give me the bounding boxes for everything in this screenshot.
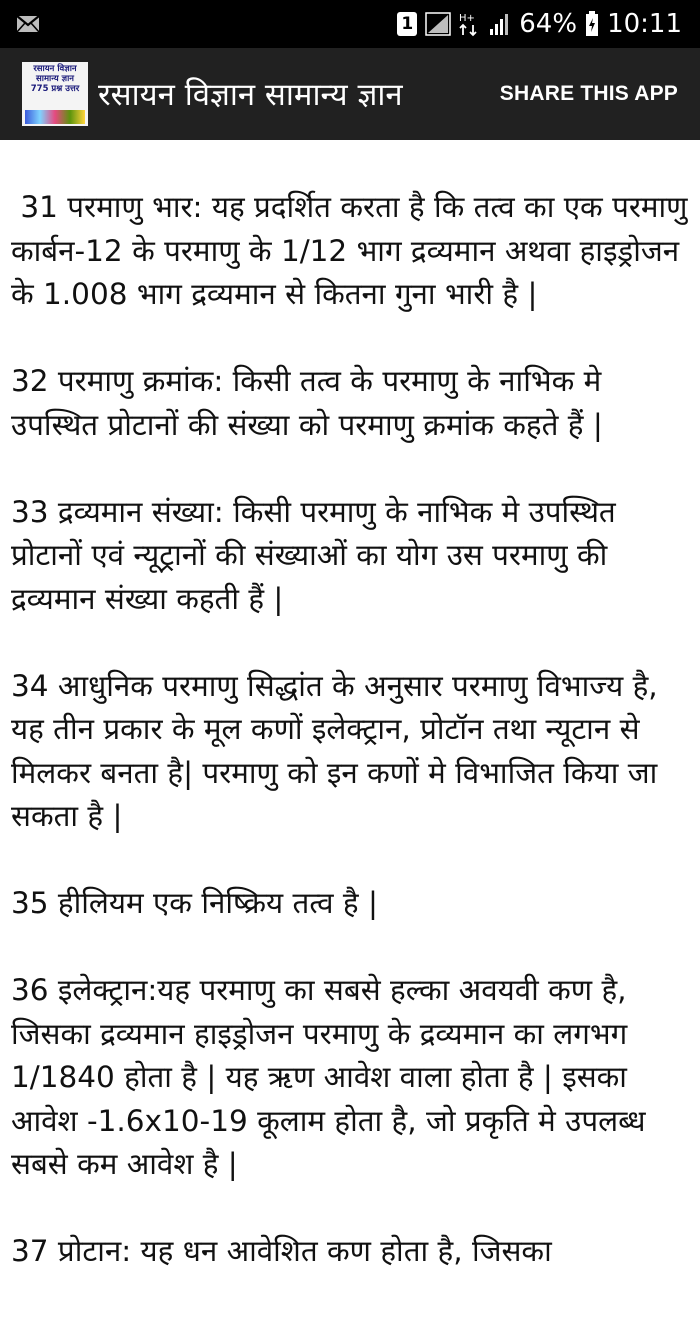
battery-charging-icon (585, 11, 599, 37)
sim-badge: 1 (397, 12, 417, 36)
app-bar (0, 48, 700, 140)
clock-time: 10:11 (607, 9, 682, 39)
paragraph-31: 31 परमाणु भार: यह प्रदर्शित करता है कि तत्व का एक परमाणु कार्बन-12 के परमाणु के 1/12 भाग द्रव्यमान अथवा हाइड्रोजन के 1.008 भाग द्रव्यमान से कितना गुना भारी है | (11, 190, 697, 311)
paragraph-34: 34 आधुनिक परमाणु सिद्धांत के अनुसार परमाणु विभाज्य है, यह तीन प्रकार के मूल कणों इलेक्ट्रान, प्रोटॉन तथा न्यूटान से मिलकर बनता है| परमाणु को इन कणों मे विभाजित किया जा सकता है | (11, 668, 668, 833)
mail-icon (16, 15, 40, 33)
logo-image-strip (25, 110, 85, 124)
battery-percent: 64% (519, 9, 578, 39)
cell-signal-icon (489, 12, 511, 36)
logo-line-2: सामान्य ज्ञान (36, 74, 74, 84)
paragraph-35: 35 हीलियम एक निष्क्रिय तत्व है | (11, 886, 378, 920)
network-type-text: H+ (459, 13, 476, 24)
paragraph-33: 33 द्रव्यमान संख्या: किसी परमाणु के नाभिक मे उपस्थित प्रोटानों एवं न्यूट्रानों की संख्याओं का योग उस परमाणु की द्रव्यमान संख्या कहती हैं | (11, 494, 626, 616)
logo-line-3: 775 प्रश्न उत्तर (30, 84, 80, 94)
app-logo (22, 62, 88, 126)
paragraph-37: 37 प्रोटान: यह धन आवेशित कण होता है, जिसका (11, 1234, 552, 1268)
app-title: रसायन विज्ञान सामान्य ज्ञान (98, 77, 403, 113)
status-bar (0, 0, 700, 48)
paragraph-32: 32 परमाणु क्रमांक: किसी तत्व के परमाणु के नाभिक मे उपस्थित प्रोटानों की संख्या को परमाणु क्रमांक कहते हैं | (11, 364, 611, 442)
data-arrows-icon (459, 11, 481, 37)
wifi-signal-icon (425, 12, 451, 36)
logo-line-1: रसायन विज्ञान (33, 64, 77, 74)
share-app-button[interactable]: SHARE THIS APP (499, 82, 678, 105)
paragraph-36: 36 इलेक्ट्रान:यह परमाणु का सबसे हल्का अवयवी कण है, जिसका द्रव्यमान हाइड्रोजन परमाणु के द्रव्यमान का लगभग 1/1840 होता है | यह ऋण आवेश वाला होता है | इसका आवेश -1.6x10-19 कूलाम होता है, जो प्रकृति मे उपलब्ध सबसे कम आवेश है | (11, 973, 655, 1181)
content-scroll-area[interactable] (11, 186, 697, 1317)
